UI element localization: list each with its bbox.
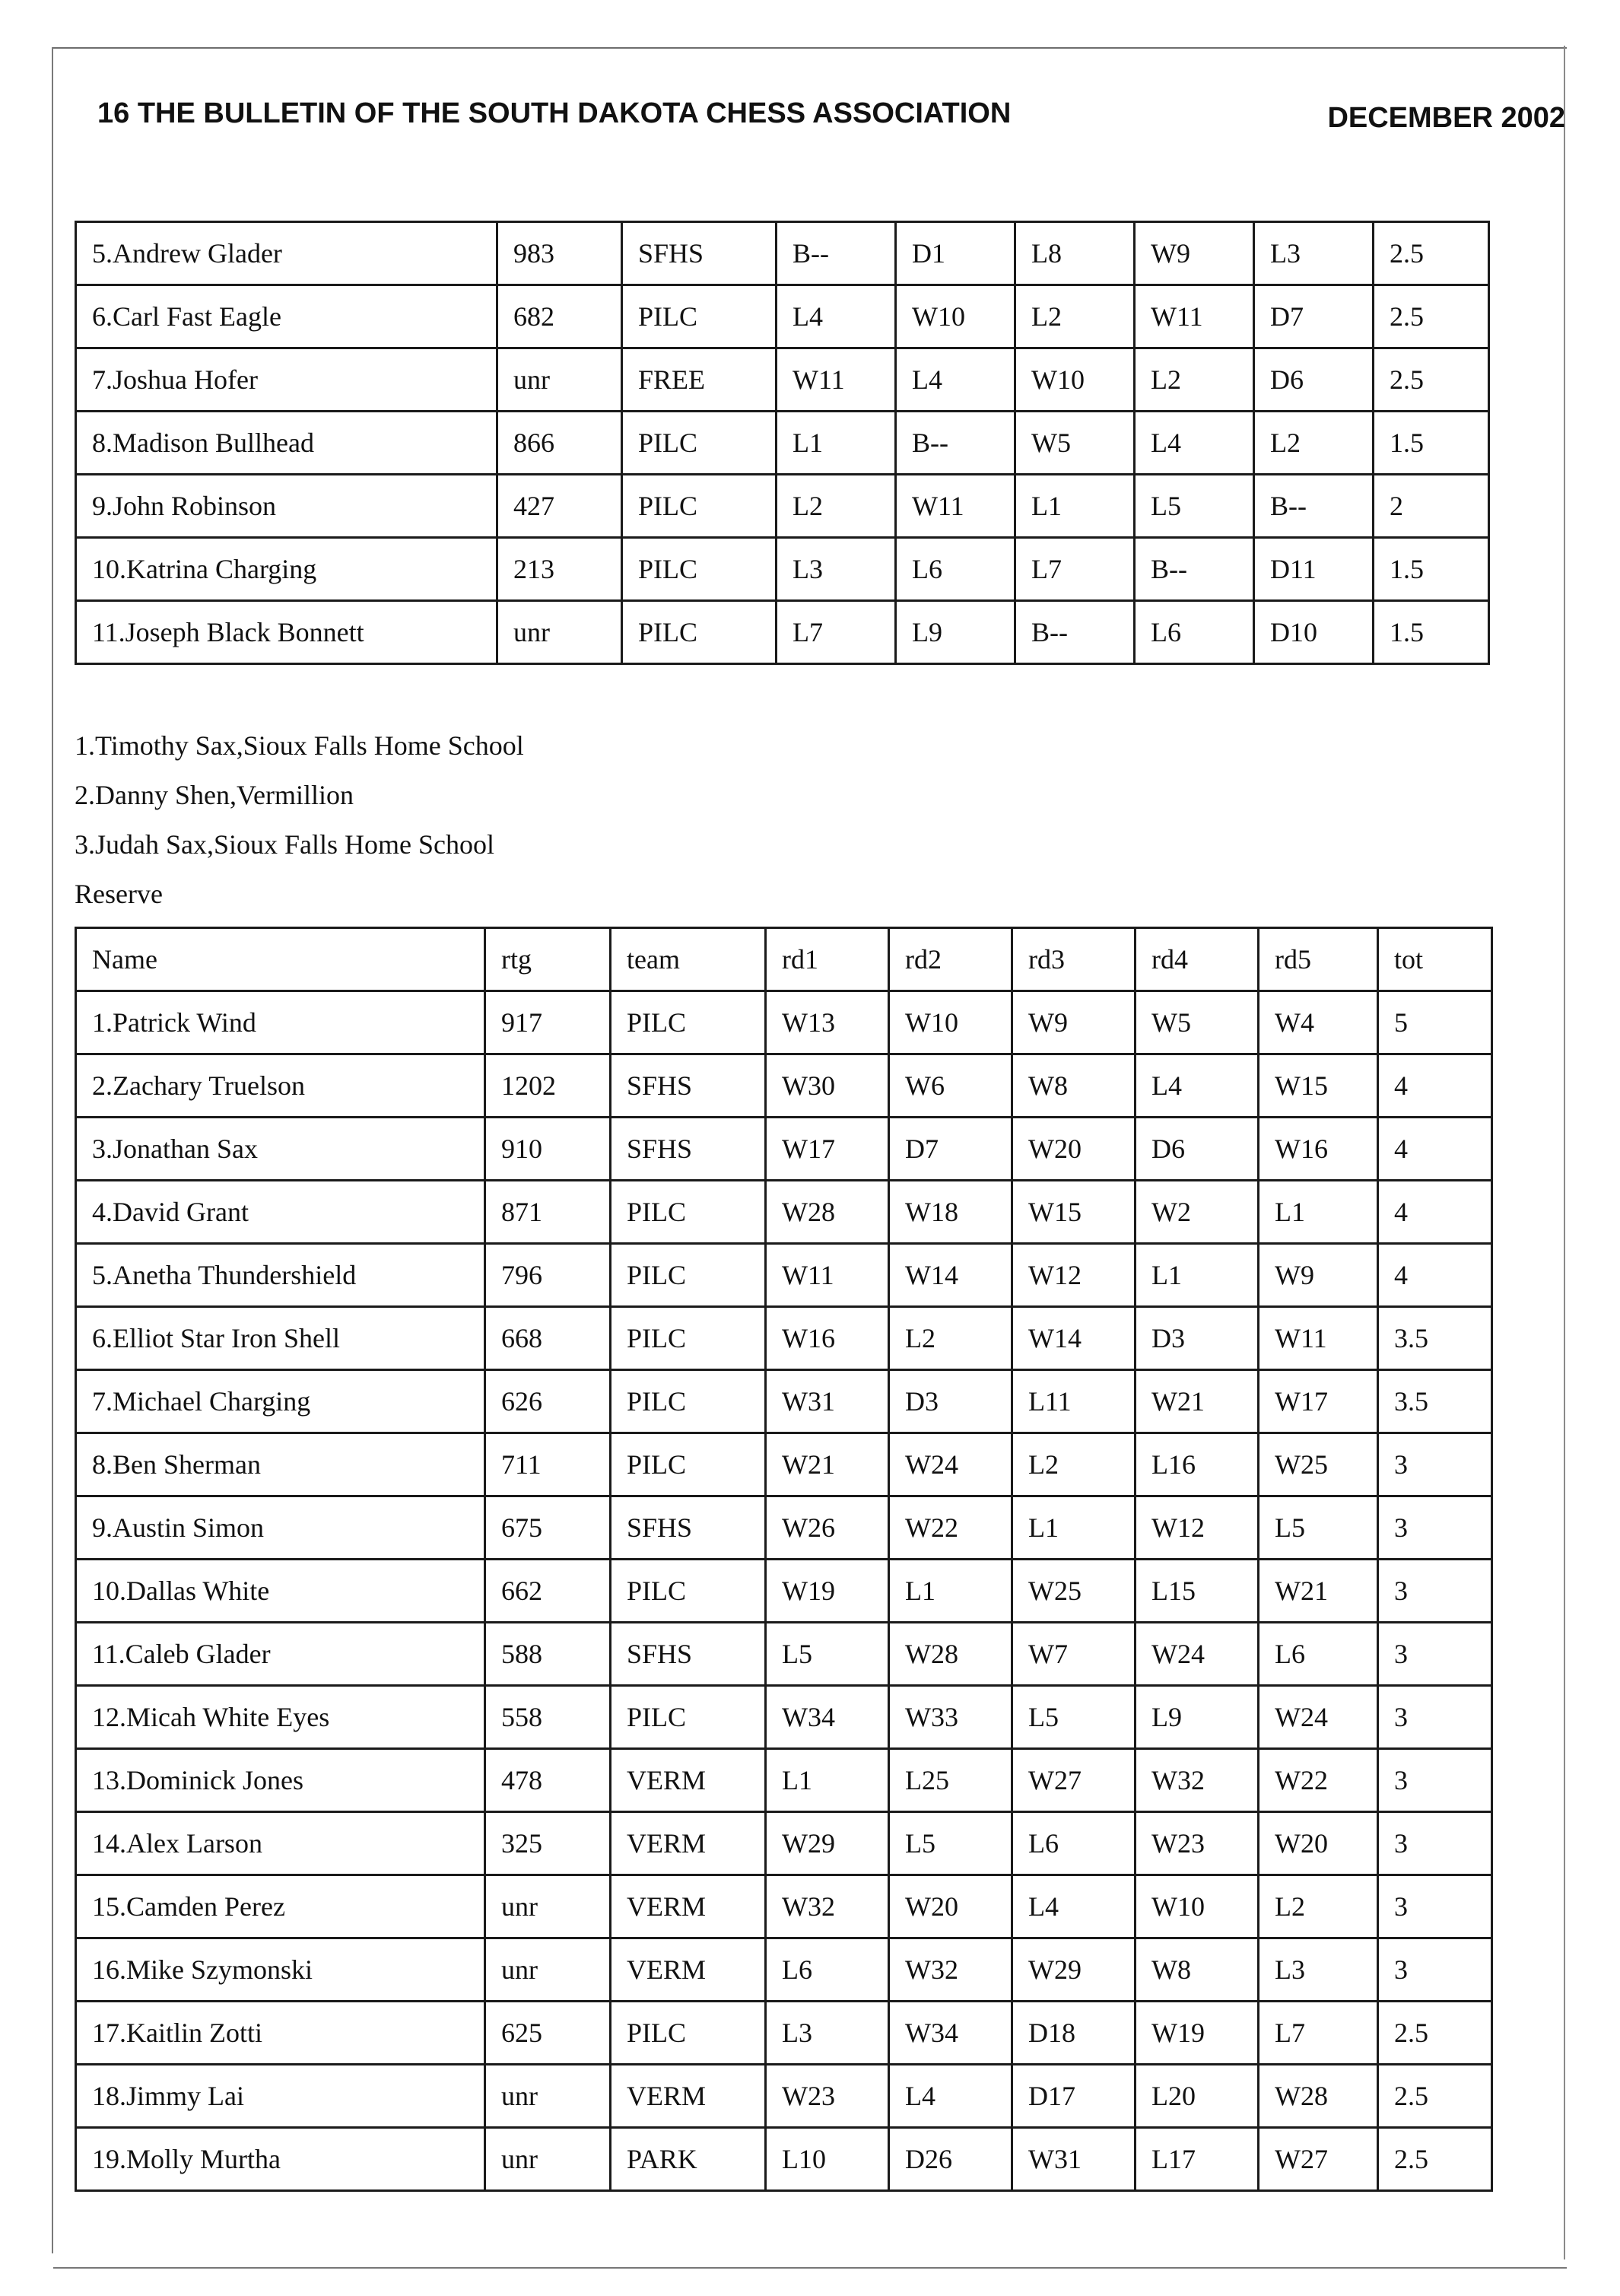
table-cell: W15 xyxy=(1012,1181,1136,1244)
table-cell: 478 xyxy=(485,1749,611,1812)
table-cell: 3.5 xyxy=(1378,1370,1492,1433)
table-cell: 2.5 xyxy=(1378,2128,1492,2191)
table-cell: 662 xyxy=(485,1560,611,1623)
table-cell: SFHS xyxy=(611,1118,766,1181)
table-cell: D18 xyxy=(1012,2002,1136,2065)
bulletin-title: 16 THE BULLETIN OF THE SOUTH DAKOTA CHESS ASSOCIATION xyxy=(97,97,1012,129)
table-cell: W18 xyxy=(889,1181,1012,1244)
table-cell: 2.5 xyxy=(1378,2065,1492,2128)
column-header: rd5 xyxy=(1259,928,1378,991)
table-cell: W20 xyxy=(1012,1118,1136,1181)
player-name-cell: 7.Joshua Hofer xyxy=(76,348,497,412)
table-cell: W10 xyxy=(1015,348,1135,412)
table-cell: W23 xyxy=(1136,1812,1259,1875)
table-cell: W29 xyxy=(766,1812,889,1875)
table-cell: W4 xyxy=(1259,991,1378,1054)
table-row xyxy=(76,412,1489,475)
column-header: team xyxy=(611,928,766,991)
table-cell: W24 xyxy=(889,1433,1012,1496)
table-cell: L1 xyxy=(1015,475,1135,538)
table-cell: W34 xyxy=(889,2002,1012,2065)
table-cell: D7 xyxy=(1254,285,1374,348)
table-cell: PILC xyxy=(622,285,777,348)
table-cell: D3 xyxy=(1136,1307,1259,1370)
table-row xyxy=(76,1812,1492,1875)
table-cell: 4 xyxy=(1378,1118,1492,1181)
table-cell: W31 xyxy=(1012,2128,1136,2191)
player-name-cell: 14.Alex Larson xyxy=(76,1812,485,1875)
table-cell: W33 xyxy=(889,1686,1012,1749)
table-cell: W8 xyxy=(1012,1054,1136,1118)
table-cell: L17 xyxy=(1136,2128,1259,2191)
table-cell: L2 xyxy=(1254,412,1374,475)
table-cell: L2 xyxy=(1015,285,1135,348)
table-cell: 3 xyxy=(1378,1686,1492,1749)
table-cell: W11 xyxy=(777,348,896,412)
table-cell: PILC xyxy=(611,1370,766,1433)
player-name-cell: 2.Zachary Truelson xyxy=(76,1054,485,1118)
table-cell: W10 xyxy=(896,285,1015,348)
table-cell: D3 xyxy=(889,1370,1012,1433)
player-name-cell: 13.Dominick Jones xyxy=(76,1749,485,1812)
table-cell: unr xyxy=(485,1938,611,2002)
table-cell: L4 xyxy=(1135,412,1254,475)
table-row xyxy=(76,538,1489,601)
table-cell: B-- xyxy=(1254,475,1374,538)
table-cell: W11 xyxy=(1259,1307,1378,1370)
table-cell: W5 xyxy=(1015,412,1135,475)
table-cell: W30 xyxy=(766,1054,889,1118)
table-cell: W10 xyxy=(889,991,1012,1054)
table-cell: D1 xyxy=(896,222,1015,285)
table-row xyxy=(76,285,1489,348)
table-row xyxy=(76,2065,1492,2128)
table-cell: W24 xyxy=(1259,1686,1378,1749)
table-cell: 3 xyxy=(1378,1875,1492,1938)
table-row xyxy=(76,1875,1492,1938)
table-cell: L7 xyxy=(1259,2002,1378,2065)
table-cell: 1.5 xyxy=(1374,412,1489,475)
page-frame-left xyxy=(52,47,53,2253)
table-cell: W32 xyxy=(889,1938,1012,2002)
table-row xyxy=(76,348,1489,412)
table-cell: L8 xyxy=(1015,222,1135,285)
table-row xyxy=(76,1749,1492,1812)
player-name-cell: 10.Katrina Charging xyxy=(76,538,497,601)
table-row xyxy=(76,1118,1492,1181)
player-name-cell: 9.Austin Simon xyxy=(76,1496,485,1560)
table-cell: L6 xyxy=(1012,1812,1136,1875)
issue-date: DECEMBER 2002 xyxy=(1327,102,1565,134)
player-name-cell: 15.Camden Perez xyxy=(76,1875,485,1938)
player-name-cell: 17.Kaitlin Zotti xyxy=(76,2002,485,2065)
player-name-cell: 1.Patrick Wind xyxy=(76,991,485,1054)
player-name-cell: 16.Mike Szymonski xyxy=(76,1938,485,2002)
table-cell: W29 xyxy=(1012,1938,1136,2002)
table-cell: W32 xyxy=(1136,1749,1259,1812)
table-cell: 4 xyxy=(1378,1054,1492,1118)
table-cell: L1 xyxy=(766,1749,889,1812)
table-cell: W21 xyxy=(766,1433,889,1496)
table-cell: W28 xyxy=(889,1623,1012,1686)
table-cell: unr xyxy=(485,2128,611,2191)
column-header: Name xyxy=(76,928,485,991)
table-cell: B-- xyxy=(896,412,1015,475)
table-cell: 796 xyxy=(485,1244,611,1307)
table-cell: W5 xyxy=(1136,991,1259,1054)
table-cell: PILC xyxy=(622,538,777,601)
column-header: rtg xyxy=(485,928,611,991)
standings-table-continued xyxy=(75,221,1490,665)
table-cell: L1 xyxy=(1136,1244,1259,1307)
table-row xyxy=(76,1181,1492,1244)
table-cell: L3 xyxy=(766,2002,889,2065)
player-name-cell: 9.John Robinson xyxy=(76,475,497,538)
table-cell: L2 xyxy=(1135,348,1254,412)
table-cell: W20 xyxy=(889,1875,1012,1938)
table-cell: PILC xyxy=(622,601,777,664)
table-cell: W16 xyxy=(1259,1118,1378,1181)
table-row xyxy=(76,1433,1492,1496)
winner-item: 2.Danny Shen,Vermillion xyxy=(75,780,354,810)
player-name-cell: 12.Micah White Eyes xyxy=(76,1686,485,1749)
table-cell: L10 xyxy=(766,2128,889,2191)
table-cell: 427 xyxy=(497,475,622,538)
player-name-cell: 19.Molly Murtha xyxy=(76,2128,485,2191)
table-cell: 668 xyxy=(485,1307,611,1370)
table-cell: 1202 xyxy=(485,1054,611,1118)
table-row xyxy=(76,1307,1492,1370)
table-cell: SFHS xyxy=(611,1623,766,1686)
table-cell: W21 xyxy=(1136,1370,1259,1433)
table-row xyxy=(76,475,1489,538)
table-cell: W12 xyxy=(1136,1496,1259,1560)
table-cell: W31 xyxy=(766,1370,889,1433)
page-frame-top xyxy=(53,47,1567,49)
player-name-cell: 8.Madison Bullhead xyxy=(76,412,497,475)
player-name-cell: 6.Elliot Star Iron Shell xyxy=(76,1307,485,1370)
table-cell: W14 xyxy=(1012,1307,1136,1370)
table-cell: W22 xyxy=(889,1496,1012,1560)
table-cell: PILC xyxy=(622,412,777,475)
table-cell: 3 xyxy=(1378,1749,1492,1812)
player-name-cell: 6.Carl Fast Eagle xyxy=(76,285,497,348)
table-cell: L6 xyxy=(1135,601,1254,664)
column-header: rd1 xyxy=(766,928,889,991)
table-cell: W34 xyxy=(766,1686,889,1749)
reserve-table-body xyxy=(76,991,1492,2191)
table-cell: W28 xyxy=(1259,2065,1378,2128)
table-cell: PARK xyxy=(611,2128,766,2191)
table-cell: W10 xyxy=(1136,1875,1259,1938)
table-cell: 983 xyxy=(497,222,622,285)
table-cell: W25 xyxy=(1012,1560,1136,1623)
column-header: rd4 xyxy=(1136,928,1259,991)
table-cell: 866 xyxy=(497,412,622,475)
table-cell: 1.5 xyxy=(1374,601,1489,664)
table-cell: 2.5 xyxy=(1374,222,1489,285)
winner-item: 1.Timothy Sax,Sioux Falls Home School xyxy=(75,730,524,761)
player-name-cell: 5.Andrew Glader xyxy=(76,222,497,285)
table-row xyxy=(76,1370,1492,1433)
player-name-cell: 18.Jimmy Lai xyxy=(76,2065,485,2128)
column-header: tot xyxy=(1378,928,1492,991)
table-cell: L4 xyxy=(896,348,1015,412)
table-row xyxy=(76,1623,1492,1686)
table-cell: L4 xyxy=(889,2065,1012,2128)
table-cell: 1.5 xyxy=(1374,538,1489,601)
table-cell: W23 xyxy=(766,2065,889,2128)
table-cell: L5 xyxy=(1259,1496,1378,1560)
table-row xyxy=(76,2002,1492,2065)
table-cell: W11 xyxy=(766,1244,889,1307)
table-cell: 325 xyxy=(485,1812,611,1875)
table-cell: L4 xyxy=(1012,1875,1136,1938)
table-cell: PILC xyxy=(611,1433,766,1496)
table-cell: PILC xyxy=(611,1244,766,1307)
table-cell: W11 xyxy=(896,475,1015,538)
table-cell: L2 xyxy=(1012,1433,1136,1496)
table-cell: FREE xyxy=(622,348,777,412)
table-cell: W8 xyxy=(1136,1938,1259,2002)
player-name-cell: 11.Caleb Glader xyxy=(76,1623,485,1686)
table-cell: W19 xyxy=(1136,2002,1259,2065)
table-cell: PILC xyxy=(611,1181,766,1244)
standings-table-body xyxy=(76,222,1489,664)
table-cell: W21 xyxy=(1259,1560,1378,1623)
player-name-cell: 10.Dallas White xyxy=(76,1560,485,1623)
table-cell: 675 xyxy=(485,1496,611,1560)
table-cell: L3 xyxy=(1259,1938,1378,2002)
table-cell: L3 xyxy=(777,538,896,601)
table-cell: L5 xyxy=(889,1812,1012,1875)
table-cell: L1 xyxy=(1012,1496,1136,1560)
table-cell: D6 xyxy=(1254,348,1374,412)
table-cell: 3 xyxy=(1378,1623,1492,1686)
table-cell: W20 xyxy=(1259,1812,1378,1875)
table-cell: L4 xyxy=(777,285,896,348)
table-cell: L1 xyxy=(1259,1181,1378,1244)
table-cell: W2 xyxy=(1136,1181,1259,1244)
table-cell: SFHS xyxy=(611,1054,766,1118)
table-cell: 5 xyxy=(1378,991,1492,1054)
column-header: rd3 xyxy=(1012,928,1136,991)
table-cell: L6 xyxy=(1259,1623,1378,1686)
table-row xyxy=(76,1054,1492,1118)
reserve-table-header xyxy=(76,928,1492,991)
table-cell: L4 xyxy=(1136,1054,1259,1118)
player-name-cell: 7.Michael Charging xyxy=(76,1370,485,1433)
table-cell: W27 xyxy=(1259,2128,1378,2191)
table-cell: SFHS xyxy=(622,222,777,285)
table-row xyxy=(76,601,1489,664)
table-cell: W16 xyxy=(766,1307,889,1370)
table-cell: D6 xyxy=(1136,1118,1259,1181)
table-row xyxy=(76,991,1492,1054)
table-cell: D11 xyxy=(1254,538,1374,601)
column-header: rd2 xyxy=(889,928,1012,991)
table-cell: 625 xyxy=(485,2002,611,2065)
table-cell: W14 xyxy=(889,1244,1012,1307)
table-cell: L9 xyxy=(1136,1686,1259,1749)
table-cell: W32 xyxy=(766,1875,889,1938)
table-cell: 2.5 xyxy=(1374,285,1489,348)
table-cell: L2 xyxy=(777,475,896,538)
table-cell: SFHS xyxy=(611,1496,766,1560)
table-cell: W15 xyxy=(1259,1054,1378,1118)
table-cell: 682 xyxy=(497,285,622,348)
table-cell: L7 xyxy=(777,601,896,664)
table-cell: W28 xyxy=(766,1181,889,1244)
table-cell: L20 xyxy=(1136,2065,1259,2128)
section-label-reserve: Reserve xyxy=(75,879,163,909)
table-cell: W7 xyxy=(1012,1623,1136,1686)
table-cell: VERM xyxy=(611,1749,766,1812)
table-cell: L15 xyxy=(1136,1560,1259,1623)
table-cell: W13 xyxy=(766,991,889,1054)
table-cell: 588 xyxy=(485,1623,611,1686)
table-cell: 3 xyxy=(1378,1560,1492,1623)
player-name-cell: 11.Joseph Black Bonnett xyxy=(76,601,497,664)
table-cell: W11 xyxy=(1135,285,1254,348)
table-cell: 4 xyxy=(1378,1181,1492,1244)
table-cell: 626 xyxy=(485,1370,611,1433)
table-cell: PILC xyxy=(611,1307,766,1370)
table-cell: L9 xyxy=(896,601,1015,664)
table-cell: W17 xyxy=(766,1118,889,1181)
page-frame-right xyxy=(1564,46,1565,2259)
table-cell: L5 xyxy=(1012,1686,1136,1749)
winners-list xyxy=(75,721,524,919)
table-cell: L25 xyxy=(889,1749,1012,1812)
table-cell: 3 xyxy=(1378,1496,1492,1560)
table-cell: L6 xyxy=(766,1938,889,2002)
table-row xyxy=(76,1938,1492,2002)
table-cell: L1 xyxy=(777,412,896,475)
table-cell: W27 xyxy=(1012,1749,1136,1812)
table-cell: 558 xyxy=(485,1686,611,1749)
table-cell: PILC xyxy=(611,991,766,1054)
table-row xyxy=(76,222,1489,285)
table-cell: W6 xyxy=(889,1054,1012,1118)
table-cell: unr xyxy=(497,601,622,664)
table-cell: VERM xyxy=(611,1812,766,1875)
table-cell: unr xyxy=(485,2065,611,2128)
table-cell: 3.5 xyxy=(1378,1307,1492,1370)
table-cell: W9 xyxy=(1012,991,1136,1054)
table-cell: L7 xyxy=(1015,538,1135,601)
table-cell: 213 xyxy=(497,538,622,601)
reserve-standings-table xyxy=(75,927,1493,2192)
table-cell: W19 xyxy=(766,1560,889,1623)
table-cell: L6 xyxy=(896,538,1015,601)
table-cell: W9 xyxy=(1259,1244,1378,1307)
table-cell: B-- xyxy=(777,222,896,285)
table-row xyxy=(76,1496,1492,1560)
table-cell: D10 xyxy=(1254,601,1374,664)
table-cell: W25 xyxy=(1259,1433,1378,1496)
table-cell: W12 xyxy=(1012,1244,1136,1307)
table-cell: PILC xyxy=(611,1686,766,1749)
table-cell: VERM xyxy=(611,1875,766,1938)
table-cell: PILC xyxy=(611,2002,766,2065)
table-cell: W17 xyxy=(1259,1370,1378,1433)
table-cell: D17 xyxy=(1012,2065,1136,2128)
table-cell: unr xyxy=(497,348,622,412)
table-cell: L1 xyxy=(889,1560,1012,1623)
table-cell: B-- xyxy=(1135,538,1254,601)
table-cell: W9 xyxy=(1135,222,1254,285)
table-cell: 910 xyxy=(485,1118,611,1181)
table-cell: W24 xyxy=(1136,1623,1259,1686)
table-cell: VERM xyxy=(611,1938,766,2002)
table-cell: L5 xyxy=(1135,475,1254,538)
table-cell: L2 xyxy=(1259,1875,1378,1938)
table-cell: 711 xyxy=(485,1433,611,1496)
table-cell: 3 xyxy=(1378,1812,1492,1875)
table-cell: D26 xyxy=(889,2128,1012,2191)
table-row xyxy=(76,1560,1492,1623)
table-cell: W22 xyxy=(1259,1749,1378,1812)
table-cell: D7 xyxy=(889,1118,1012,1181)
winner-item: 3.Judah Sax,Sioux Falls Home School xyxy=(75,829,495,860)
page-frame-bottom xyxy=(53,2267,1567,2269)
page-header xyxy=(97,97,1565,143)
table-cell: PILC xyxy=(622,475,777,538)
player-name-cell: 5.Anetha Thundershield xyxy=(76,1244,485,1307)
table-cell: VERM xyxy=(611,2065,766,2128)
table-cell: unr xyxy=(485,1875,611,1938)
table-cell: L16 xyxy=(1136,1433,1259,1496)
table-cell: 3 xyxy=(1378,1433,1492,1496)
player-name-cell: 4.David Grant xyxy=(76,1181,485,1244)
table-cell: B-- xyxy=(1015,601,1135,664)
table-cell: 4 xyxy=(1378,1244,1492,1307)
table-row xyxy=(76,2128,1492,2191)
table-cell: 871 xyxy=(485,1181,611,1244)
table-cell: L5 xyxy=(766,1623,889,1686)
table-cell: 2.5 xyxy=(1374,348,1489,412)
player-name-cell: 8.Ben Sherman xyxy=(76,1433,485,1496)
table-cell: 917 xyxy=(485,991,611,1054)
table-row xyxy=(76,1244,1492,1307)
table-cell: L11 xyxy=(1012,1370,1136,1433)
table-row xyxy=(76,1686,1492,1749)
table-cell: 2 xyxy=(1374,475,1489,538)
table-cell: 3 xyxy=(1378,1938,1492,2002)
table-cell: PILC xyxy=(611,1560,766,1623)
table-cell: L2 xyxy=(889,1307,1012,1370)
header-row xyxy=(76,928,1492,991)
table-cell: W26 xyxy=(766,1496,889,1560)
table-cell: 2.5 xyxy=(1378,2002,1492,2065)
player-name-cell: 3.Jonathan Sax xyxy=(76,1118,485,1181)
table-cell: L3 xyxy=(1254,222,1374,285)
